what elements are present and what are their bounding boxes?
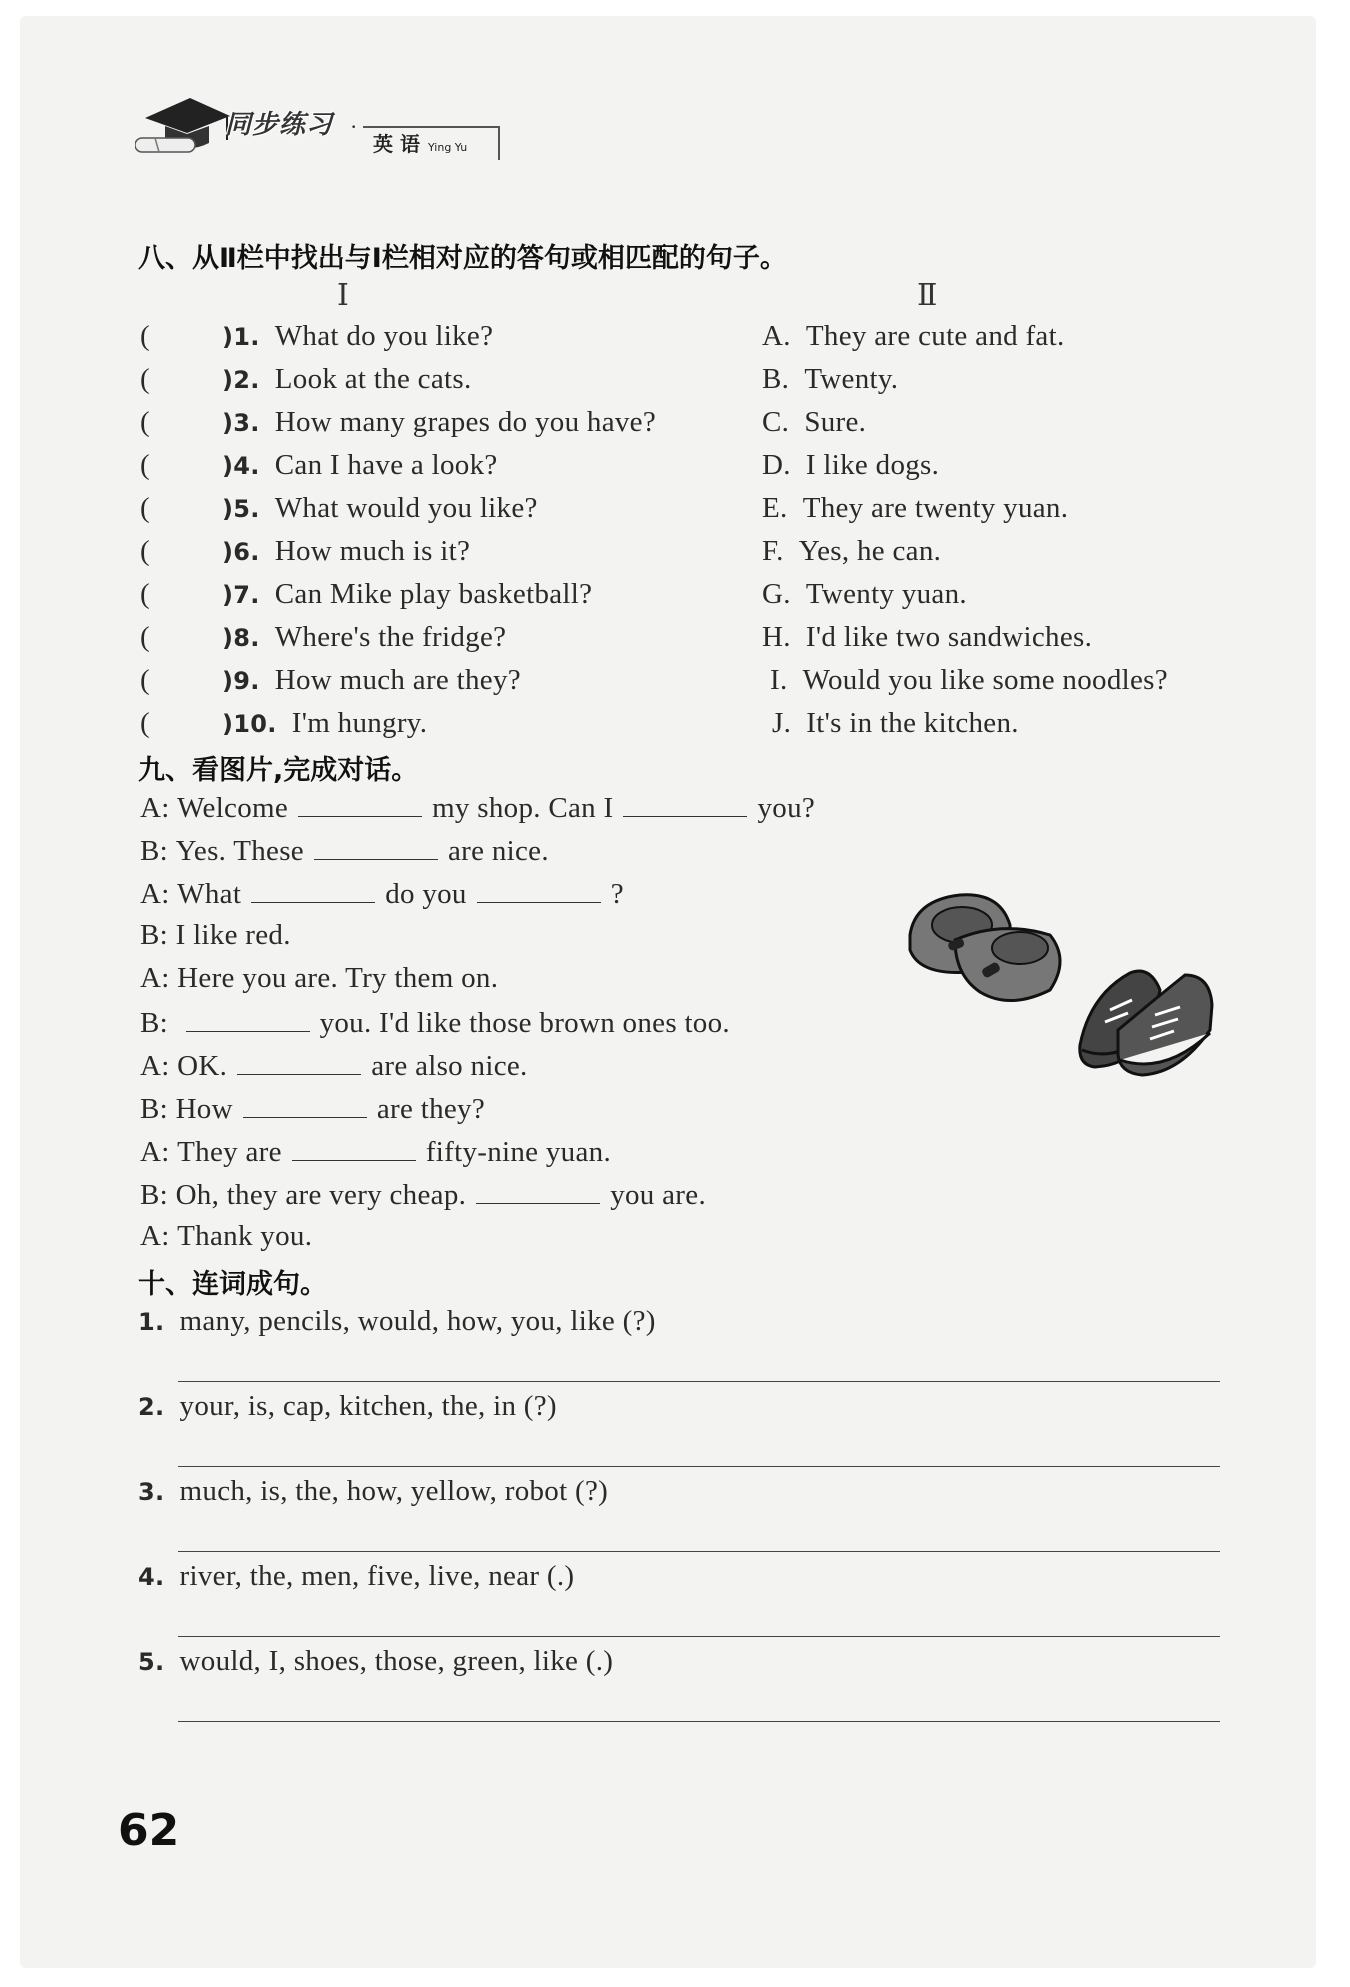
item-number: 2.	[138, 1393, 165, 1421]
option-letter: C.	[762, 406, 790, 438]
question-number: )9.	[221, 667, 260, 695]
question-number: )2.	[221, 366, 260, 394]
dialogue-line-1: A: Welcome my shop. Can I you?	[140, 792, 816, 824]
answer-bracket[interactable]: (	[140, 707, 150, 739]
option-letter: E.	[762, 492, 788, 524]
word-order-item	[138, 1305, 656, 1338]
question-text: What would you like?	[274, 492, 538, 524]
scrambled-words: your, is, cap, kitchen, the, in (?)	[179, 1390, 557, 1422]
answer-line[interactable]	[178, 1381, 1220, 1382]
option-text: Twenty.	[804, 363, 899, 395]
question-row	[140, 363, 472, 396]
question-row	[140, 707, 427, 740]
option-text: Twenty yuan.	[805, 578, 967, 610]
answer-bracket[interactable]: (	[140, 406, 150, 438]
dialogue-line-6: B: you. I'd like those brown ones too.	[140, 1007, 730, 1039]
answer-option	[762, 449, 939, 482]
header-banner: 同步练习 · 英 语 Ying Yu	[135, 88, 495, 178]
question-text: Look at the cats.	[274, 363, 472, 395]
scrambled-words: would, I, shoes, those, green, like (.)	[179, 1645, 614, 1677]
answer-blank[interactable]	[623, 790, 747, 817]
question-row	[140, 406, 656, 439]
option-letter: F.	[762, 535, 784, 567]
brand-title: 同步练习	[225, 110, 334, 140]
dialogue-line-3: A: What do you ?	[140, 878, 624, 910]
question-text: Where's the fridge?	[274, 621, 507, 653]
answer-option	[770, 664, 1168, 697]
question-number: )10.	[221, 710, 277, 738]
question-text: Can Mike play basketball?	[274, 578, 593, 610]
question-number: )5.	[221, 495, 260, 523]
item-number: 4.	[138, 1563, 165, 1591]
section8-title: 八、从Ⅱ栏中找出与Ⅰ栏相对应的答句或相匹配的句子。	[138, 243, 787, 274]
dialogue-line-5: A: Here you are. Try them on.	[140, 962, 499, 994]
dialogue-line-11: A: Thank you.	[140, 1220, 313, 1252]
answer-option	[762, 363, 898, 396]
answer-bracket[interactable]: (	[140, 535, 150, 567]
answer-blank[interactable]	[298, 790, 422, 817]
option-letter: G.	[762, 578, 791, 610]
answer-option	[762, 578, 967, 611]
page-number: 62	[118, 1805, 180, 1856]
column-2-heading: Ⅱ	[917, 279, 938, 312]
dialogue-line-8: B: How are they?	[140, 1093, 486, 1125]
answer-option	[772, 707, 1019, 740]
graduation-cap-icon	[135, 88, 235, 168]
word-order-item	[138, 1560, 574, 1593]
dialogue-line-10: B: Oh, they are very cheap. you are.	[140, 1179, 706, 1211]
answer-bracket[interactable]: (	[140, 320, 150, 352]
answer-option	[762, 535, 941, 568]
answer-bracket[interactable]: (	[140, 492, 150, 524]
answer-blank[interactable]	[251, 876, 375, 903]
question-number: )3.	[221, 409, 260, 437]
answer-line[interactable]	[178, 1551, 1220, 1552]
gray-shoes-illustration	[900, 880, 1070, 1010]
answer-line[interactable]	[178, 1636, 1220, 1637]
section9-title: 九、看图片,完成对话。	[138, 755, 419, 786]
option-letter: I.	[770, 664, 788, 696]
answer-option	[762, 492, 1068, 525]
question-text: How much are they?	[274, 664, 521, 696]
answer-option	[762, 621, 1092, 654]
question-number: )6.	[221, 538, 260, 566]
answer-blank[interactable]	[292, 1134, 416, 1161]
option-text: They are cute and fat.	[805, 320, 1065, 352]
question-row	[140, 621, 506, 654]
answer-option	[762, 320, 1065, 353]
question-number: )1.	[221, 323, 260, 351]
option-letter: J.	[772, 707, 792, 739]
option-letter: D.	[762, 449, 791, 481]
question-row	[140, 320, 493, 353]
answer-bracket[interactable]: (	[140, 664, 150, 696]
answer-bracket[interactable]: (	[140, 363, 150, 395]
scrambled-words: many, pencils, would, how, you, like (?)	[179, 1305, 656, 1337]
answer-line[interactable]	[178, 1466, 1220, 1467]
option-letter: H.	[762, 621, 791, 653]
answer-bracket[interactable]: (	[140, 578, 150, 610]
dialogue-line-4: B: I like red.	[140, 919, 291, 951]
option-text: Yes, he can.	[798, 535, 942, 567]
question-row	[140, 664, 521, 697]
option-text: They are twenty yuan.	[802, 492, 1069, 524]
answer-blank[interactable]	[314, 833, 438, 860]
question-number: )8.	[221, 624, 260, 652]
question-number: )4.	[221, 452, 260, 480]
question-row	[140, 535, 470, 568]
question-row	[140, 449, 498, 482]
dialogue-line-2: B: Yes. These are nice.	[140, 835, 549, 867]
item-number: 3.	[138, 1478, 165, 1506]
answer-blank[interactable]	[237, 1048, 361, 1075]
answer-bracket[interactable]: (	[140, 449, 150, 481]
question-text: Can I have a look?	[274, 449, 498, 481]
sneakers-illustration	[1070, 955, 1220, 1085]
question-row	[140, 492, 538, 525]
option-text: I'd like two sandwiches.	[805, 621, 1093, 653]
item-number: 5.	[138, 1648, 165, 1676]
question-number: )7.	[221, 581, 260, 609]
item-number: 1.	[138, 1308, 165, 1336]
question-text: How much is it?	[274, 535, 471, 567]
word-order-item	[138, 1645, 613, 1678]
dialogue-line-7: A: OK. are also nice.	[140, 1050, 528, 1082]
option-letter: B.	[762, 363, 790, 395]
option-text: Sure.	[804, 406, 867, 438]
question-row	[140, 578, 592, 611]
answer-blank[interactable]	[476, 1177, 600, 1204]
scrambled-words: river, the, men, five, live, near (.)	[179, 1560, 575, 1592]
word-order-item	[138, 1390, 557, 1423]
answer-line[interactable]	[178, 1721, 1220, 1722]
answer-bracket[interactable]: (	[140, 621, 150, 653]
option-text: I like dogs.	[805, 449, 940, 481]
question-text: I'm hungry.	[291, 707, 428, 739]
answer-blank[interactable]	[477, 876, 601, 903]
subject-label: 英 语 Ying Yu	[363, 126, 500, 160]
answer-option	[762, 406, 866, 439]
word-order-item	[138, 1475, 608, 1508]
option-letter: A.	[762, 320, 791, 352]
scrambled-words: much, is, the, how, yellow, robot (?)	[179, 1475, 609, 1507]
section10-title: 十、连词成句。	[138, 1269, 327, 1300]
question-text: How many grapes do you have?	[274, 406, 657, 438]
option-text: It's in the kitchen.	[806, 707, 1019, 739]
option-text: Would you like some noodles?	[802, 664, 1168, 696]
question-text: What do you like?	[274, 320, 494, 352]
dialogue-line-9: A: They are fifty-nine yuan.	[140, 1136, 611, 1168]
answer-blank[interactable]	[186, 1005, 310, 1032]
answer-blank[interactable]	[243, 1091, 367, 1118]
column-1-heading: Ⅰ	[337, 279, 349, 312]
